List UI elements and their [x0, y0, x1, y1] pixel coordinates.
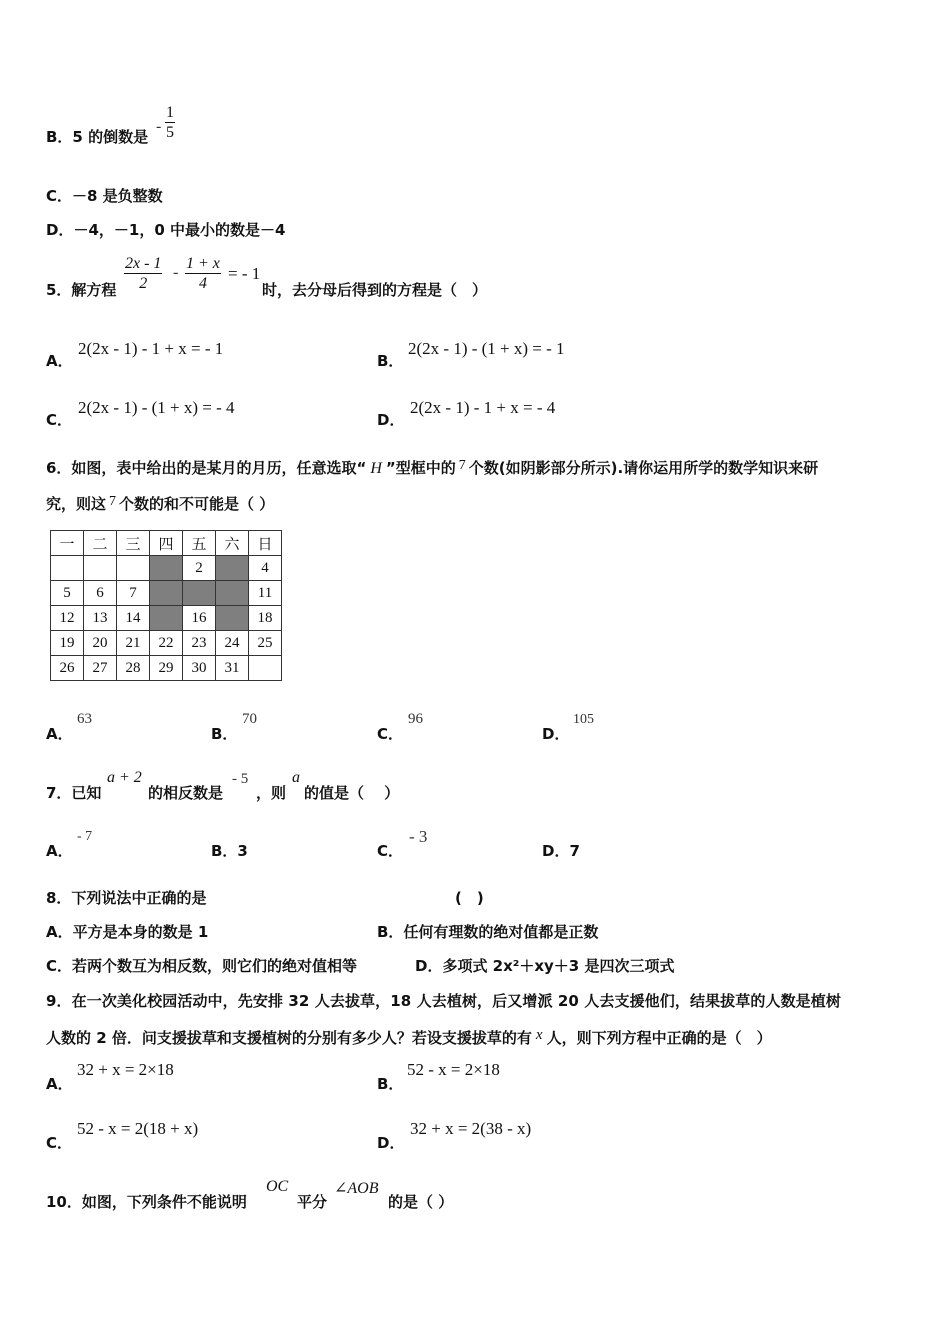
- calendar-header-cell: 一: [51, 531, 84, 556]
- q9-line-1: 9．在一次美化校园活动中，先安排 32 人去拔草，18 人去植树，后又增派 20 人去支援他们，结果拔草的人数是植树: [46, 992, 841, 1010]
- q6-b-label: B．: [211, 725, 238, 743]
- calendar-cell: 27: [84, 656, 117, 681]
- q10-mid: 平分: [297, 1193, 328, 1211]
- q10-oc: OC: [266, 1178, 289, 1195]
- calendar-cell: 6: [84, 581, 117, 606]
- q5-f2-denominator: 4: [198, 275, 207, 292]
- calendar-cell: 7: [117, 581, 150, 606]
- calendar-cell: [249, 656, 282, 681]
- q7-mid: 的相反数是: [148, 784, 224, 802]
- q5-d-label: D．: [377, 411, 405, 429]
- q9-line-2b: 人，则下列方程中正确的是（ ）: [546, 1029, 772, 1047]
- q9-line-2: [46, 1028, 772, 1049]
- q10-suffix: 的是（ ）: [388, 1193, 454, 1211]
- q7-neg5: - 5: [232, 771, 249, 787]
- calendar-cell-shaded: [150, 556, 183, 581]
- calendar-cell: 31: [216, 656, 249, 681]
- q4-option-b-text: B．5 的倒数是: [46, 128, 149, 146]
- calendar-cell-shaded: [216, 581, 249, 606]
- q5-c-label: C．: [46, 411, 73, 429]
- q7-option-b: B．3: [211, 842, 248, 860]
- calendar-cell: 20: [84, 631, 117, 656]
- calendar-header-cell: 四: [150, 531, 183, 556]
- q9-b-label: B．: [377, 1075, 404, 1093]
- calendar-cell: 13: [84, 606, 117, 631]
- q5-rhs: = - 1: [228, 264, 261, 283]
- q7-suffix: 的值是（ ）: [304, 784, 400, 802]
- calendar-cell: [117, 556, 150, 581]
- calendar-cell: [51, 556, 84, 581]
- q9-x: x: [535, 1027, 543, 1043]
- q6-a-value: 63: [77, 711, 92, 727]
- calendar-cell: 25: [249, 631, 282, 656]
- q4-option-b: [46, 127, 148, 147]
- q9-c-expr: 52 - x = 2(18 + x): [77, 1119, 199, 1138]
- q7-c-label: C．: [377, 842, 404, 860]
- q5-b-expr: 2(2x - 1) - (1 + x) = - 1: [408, 339, 565, 358]
- q5-fraction-2: [185, 254, 221, 293]
- q6-d-value: 105: [573, 712, 594, 727]
- calendar-cell-shaded: [183, 581, 216, 606]
- q7-a-var: a: [292, 769, 300, 786]
- calendar-cell: 29: [150, 656, 183, 681]
- q8-option-a: A．平方是本身的数是 1: [46, 923, 209, 941]
- q5-f2-numerator: 1 + x: [186, 255, 220, 272]
- calendar-row: [51, 606, 282, 631]
- q10-prefix: 10．如图，下列条件不能说明: [46, 1193, 247, 1211]
- q5-a-expr: 2(2x - 1) - 1 + x = - 1: [78, 339, 224, 358]
- q4-b-sign: -: [156, 118, 162, 135]
- calendar-row: [51, 556, 282, 581]
- calendar-row: [51, 581, 282, 606]
- q5-minus: -: [173, 264, 179, 281]
- calendar-row: [51, 631, 282, 656]
- calendar-table: [50, 530, 282, 681]
- calendar-cell: 22: [150, 631, 183, 656]
- q10-angle: ∠AOB: [334, 1180, 379, 1197]
- q6-line-2: [46, 494, 274, 516]
- q5-prefix: 5．解方程: [46, 281, 117, 299]
- q6-h: H: [370, 460, 382, 477]
- calendar-cell: 24: [216, 631, 249, 656]
- calendar-cell: 2: [183, 556, 216, 581]
- calendar-cell-shaded: [150, 581, 183, 606]
- q4-b-denominator: 5: [166, 124, 174, 141]
- q7-mid2: ，则: [256, 784, 287, 802]
- q6-line-2b: 个数的和不可能是（ ）: [119, 495, 275, 513]
- q5-suffix: 时，去分母后得到的方程是（ ）: [262, 281, 488, 299]
- calendar-cell: 12: [51, 606, 84, 631]
- q6-line-2a: 究，则这: [46, 495, 107, 513]
- q9-b-expr: 52 - x = 2×18: [407, 1060, 500, 1079]
- calendar-cell: [84, 556, 117, 581]
- calendar-cell: 11: [249, 581, 282, 606]
- q6-seven-1: 7: [458, 458, 466, 473]
- calendar-header-cell: 日: [249, 531, 282, 556]
- calendar-cell: 19: [51, 631, 84, 656]
- calendar-cell-shaded: [216, 556, 249, 581]
- q8-option-b: B．任何有理数的绝对值都是正数: [377, 923, 599, 941]
- calendar-cell: 23: [183, 631, 216, 656]
- q5-b-label: B．: [377, 352, 404, 370]
- q4-option-d: D．－4，－1，0 中最小的数是－4: [46, 221, 286, 239]
- q8-option-d: D．多项式 2x²＋xy＋3 是四次三项式: [415, 957, 675, 975]
- q5-f1-numerator: 2x - 1: [125, 255, 162, 272]
- calendar-row: [51, 656, 282, 681]
- calendar-header-row: [51, 531, 282, 556]
- calendar-cell: 4: [249, 556, 282, 581]
- calendar-cell: 26: [51, 656, 84, 681]
- q6-line-1c: 个数(如阴影部分所示).请你运用所学的数学知识来研: [468, 459, 819, 477]
- q8-stem: 8．下列说法中正确的是: [46, 889, 207, 907]
- q6-line-1b: ”型框中的: [385, 459, 456, 477]
- calendar-cell-shaded: [150, 606, 183, 631]
- q9-d-label: D．: [377, 1134, 405, 1152]
- q6-line-1a: 6．如图，表中给出的是某月的月历，任意选取“: [46, 459, 367, 477]
- q6-line-1: [46, 458, 818, 480]
- q7-a-value: - 7: [77, 829, 93, 844]
- calendar-cell: 21: [117, 631, 150, 656]
- q5-d-expr: 2(2x - 1) - 1 + x = - 4: [410, 398, 556, 417]
- q4-option-c: C．－8 是负整数: [46, 187, 163, 205]
- q4-b-numerator: 1: [166, 104, 174, 121]
- q7-prefix: 7．已知: [46, 784, 102, 802]
- q5-f1-denominator: 2: [139, 275, 148, 292]
- q4-b-fraction: [165, 103, 175, 142]
- q7-c-value: - 3: [409, 827, 428, 846]
- calendar-header-cell: 五: [183, 531, 216, 556]
- q6-a-label: A．: [46, 725, 73, 743]
- q9-a-expr: 32 + x = 2×18: [77, 1060, 174, 1079]
- q8-paren: ( ): [455, 889, 484, 907]
- q7-option-d: D．7: [542, 842, 580, 860]
- q7-a-label: A．: [46, 842, 73, 860]
- calendar-cell: 18: [249, 606, 282, 631]
- calendar-cell-shaded: [216, 606, 249, 631]
- q6-c-label: C．: [377, 725, 404, 743]
- calendar-cell: 5: [51, 581, 84, 606]
- q9-c-label: C．: [46, 1134, 73, 1152]
- q6-c-value: 96: [408, 711, 423, 727]
- calendar-cell: 14: [117, 606, 150, 631]
- q5-a-label: A．: [46, 352, 73, 370]
- calendar-cell: 16: [183, 606, 216, 631]
- calendar-cell: 30: [183, 656, 216, 681]
- q6-d-label: D．: [542, 725, 570, 743]
- q7-expr: a + 2: [107, 769, 142, 786]
- q6-seven-2: 7: [109, 494, 117, 509]
- q9-d-expr: 32 + x = 2(38 - x): [410, 1119, 532, 1138]
- q5-c-expr: 2(2x - 1) - (1 + x) = - 4: [78, 398, 235, 417]
- q5-fraction-1: [124, 254, 162, 293]
- calendar-header-cell: 六: [216, 531, 249, 556]
- q9-a-label: A．: [46, 1075, 73, 1093]
- q8-option-c: C．若两个数互为相反数，则它们的绝对值相等: [46, 957, 358, 975]
- calendar-header-cell: 三: [117, 531, 150, 556]
- calendar-cell: 28: [117, 656, 150, 681]
- calendar-header-cell: 二: [84, 531, 117, 556]
- q6-b-value: 70: [242, 711, 257, 727]
- q9-line-2a: 人数的 2 倍．问支援拔草和支援植树的分别有多少人？若设支援拔草的有: [46, 1029, 532, 1047]
